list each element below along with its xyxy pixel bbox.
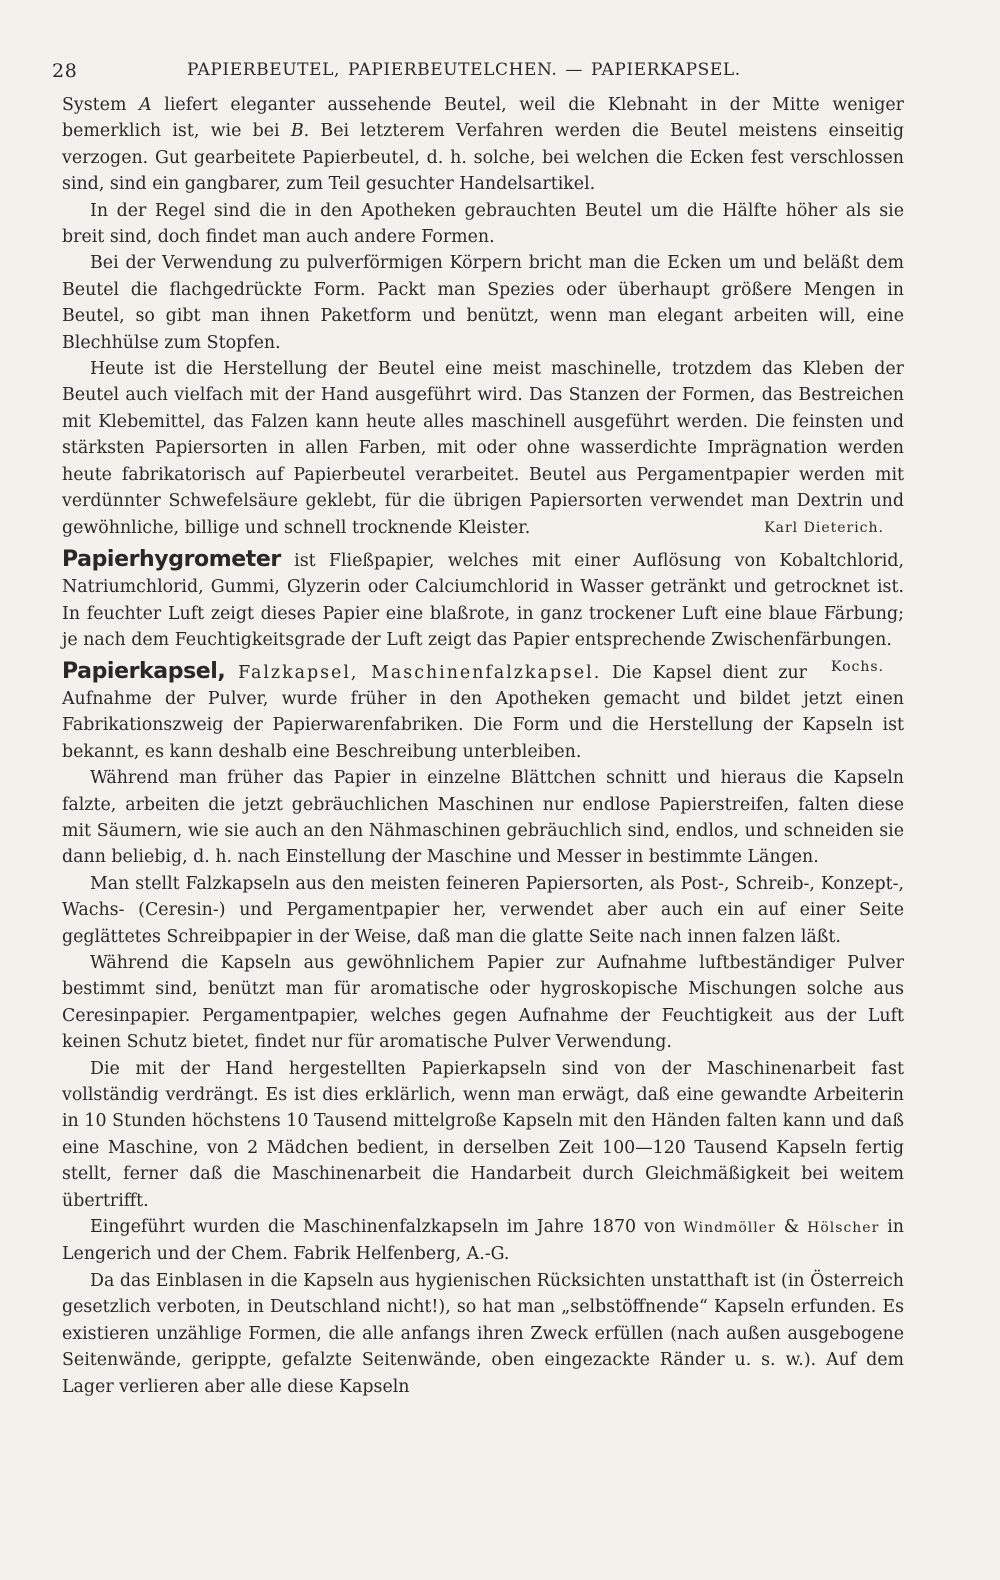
paragraph-verwendung: Bei der Verwendung zu pulverförmigen Körpern bricht man die Ecken um und beläßt dem Beutel die flachgedrückte Form. Packt man Spezies oder überhaupt größere Mengen in Beutel, so gibt man ihnen Paketform und benützt, wenn man elegant arbeiten will, eine Blechhülse zum Stopfen. [62, 253, 904, 353]
paragraph-system-a: System A liefert eleganter aussehende Beutel, weil die Klebnaht in der Mitte weniger bemerklich ist, wie bei B. Bei letzterem Verfahren werden die Beutel meistens einseitig verzogen. Gut gearbeitete Papierbeutel, d. h. solche, bei welchen die Ecken fest verschlossen sind, sind ein gangbarer, zum Teil gesuchter Handelsartikel. [62, 95, 905, 195]
paragraph-einblasen: Da das Einblasen in die Kapseln aus hygienischen Rücksichten unstatthaft ist (in Österreich gesetzlich verboten, in Deutschland nicht!), so hat man „selbstöffnende“ Kapseln erfunden. Es existieren unzählige Formen, die alle anfangs ihren Zweck erfüllen (nach außen ausgebogene Seitenwände, gerippte, gefalzte Seitenwände, oben eingezackte Ränder u. s. w.). Auf dem Lager verlieren aber alle diese Kapseln [62, 1270, 904, 1397]
entry-papierkapsel: Papierkapsel, Falzkapsel, Maschinenfalzkapsel. Die Kapsel dient zur Aufnahme der Pulver, wurde früher in den Apotheken gemacht und bildet jetzt einen Fabrikationszweig der Papierwarenfabriken. Die Form und die Herstellung der Kapseln ist bekannt, es kann deshalb eine Beschreibung unterbleiben. [62, 658, 904, 762]
running-head: PAPIERBEUTEL, PAPIERBEUTELCHEN. — PAPIERKAPSEL. [187, 60, 741, 80]
page-header [52, 54, 922, 90]
page-number: 28 [52, 60, 78, 82]
name-windmoeller: Windmöller [683, 1220, 776, 1237]
headword-papierkapsel: Papierkapsel, [62, 658, 226, 684]
name-hoelscher: Hölscher [807, 1220, 880, 1237]
synonyms: Falzkapsel, Maschinenfalzkapsel. [225, 662, 602, 683]
paragraph-ceresinpapier: Während die Kapseln aus gewöhnlichem Papier zur Aufnahme luftbeständiger Pulver bestimmt sind, benützt man für aromatische oder hygroskopische Mischungen solche aus Ceresinpapier. Pergamentpapier, welches gegen Aufnahme der Feuchtigkeit aus der Luft keinen Schutz bietet, findet nur für aromatische Pulver Verwendung. [62, 953, 904, 1053]
italic-letter-b: B. [290, 121, 310, 142]
paragraph-papiersorten: Man stellt Falzkapseln aus den meisten feineren Papiersorten, als Post-, Schreib-, Konzept-, Wachs- (Ceresin-) und Pergamentpapier her, verwendet aber auch ein auf einer Seite geglättetes Schreibpapier in der Weise, daß man die glatte Seite nach innen falzen läßt. [62, 873, 904, 947]
paragraph-handarbeit: Die mit der Hand hergestellten Papierkapseln sind von der Maschinenarbeit fast vollständig verdrängt. Es ist dies erklärlich, wenn man erwägt, daß eine gewandte Arbeiterin in 10 Stunden höchstens 10 Tausend mittelgroße Kapseln mit den Händen falten kann und daß eine Maschine, von 2 Mädchen bedient, in derselben Zeit 100—120 Tausend Kapseln fertig stellt, ferner daß die Maschinenarbeit die Handarbeit durch Gleichmäßigkeit bei weitem übertrifft. [62, 1058, 904, 1211]
body-text [62, 92, 904, 1400]
author-signature: Kochs. [830, 658, 884, 675]
paragraph-regel: In der Regel sind die in den Apotheken gebrauchten Beutel um die Hälfte höher als sie breit sind, doch findet man auch andere Formen. [62, 200, 904, 248]
paragraph-eingefuehrt: Eingeführt wurden die Maschinenfalzkapseln im Jahre 1870 von Windmöller & Hölscher in Lengerich und der Chem. Fabrik Helfenberg, A.-G. [62, 1217, 905, 1265]
entry-papierhygrometer: Papierhygrometer ist Fließpapier, welches mit einer Auflösung von Kobaltchlorid, Natriumchlorid, Gummi, Glyzerin oder Calciumchlorid in Wasser getränkt und getrocknet ist. In feuchter Luft zeigt dieses Papier eine blaßrote, in ganz trockener Luft eine blaue Färbung; je nach dem Feuchtigkeitsgrade der Luft zeigt das Papier entsprechende Zwischenfärbungen. Kochs. [62, 547, 904, 654]
paragraph-maschinen: Während man früher das Papier in einzelne Blättchen schnitt und hieraus die Kapseln falzte, arbeiten die jetzt gebräuchlichen Maschinen nur endlose Papierstreifen, falten diese mit Säumern, wie sie auch an den Nähmaschinen gebräuchlich sind, endlos, und schneiden sie dann beliebig, d. h. nach Einstellung der Maschine und Messer in bestimmte Längen. [62, 768, 904, 868]
headword-papierhygrometer: Papierhygrometer [62, 546, 281, 572]
paragraph-herstellung: Heute ist die Herstellung der Beutel eine meist maschinelle, trotzdem das Kleben der Beutel auch vielfach mit der Hand ausgeführt wird. Das Stanzen der Formen, das Bestreichen mit Klebemittel, das Falzen kann heute alles maschinell ausgeführt werden. Die feinsten und stärksten Papiersorten in allen Farben, mit oder ohne wasserdichte Imprägnation werden heute fabrikatorisch auf Papierbeutel verarbeitet. Beutel aus Pergamentpapier werden mit verdünnter Schwefelsäure geklebt, für die übrigen Papiersorten verwendet man Dextrin und gewöhnliche, billige und schnell trocknende Kleister. Karl Dieterich. [62, 356, 904, 541]
author-signature: Karl Dieterich. [764, 519, 884, 536]
italic-letter-a: A [139, 95, 152, 115]
